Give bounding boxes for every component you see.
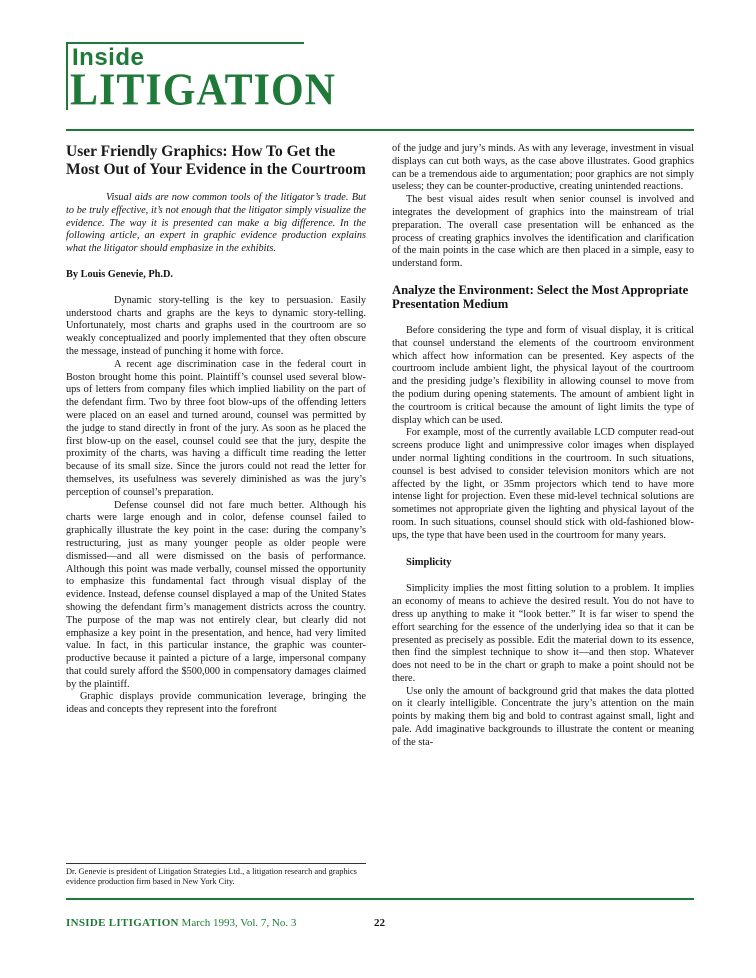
paragraph: For example, most of the currently available LCD computer read-out screens produce light and unimpressive color images when displayed under normal lighting conditions in the courtroom. In such situations, counsel is best advised to consider television monitors which are not affected by the light, or 35mm projectors which tend to have more intense light for projection. Even these mid-level technical solutions are sometimes not appropriate given the lighting and physical layout of the room. In such situations, counsel should stick with old-fashioned blow-ups, the type that have been used in the courtroom for many years. [392,427,694,541]
article-byline: By Louis Genevie, Ph.D. [66,268,173,280]
subsection-heading: Simplicity [406,556,452,568]
paragraph: Graphic displays provide communication leverage, bringing the ideas and concepts they represent into the forefront [66,691,366,716]
footer-publication-name: INSIDE LITIGATION [66,917,179,929]
footer-divider [66,898,694,900]
article-dek: Visual aids are now common tools of the litigator’s trade. But to be truly effective, it’s not enough that the litigator simply visualize the evidence. The way it is presented can make a big difference. In the following article, an expert in graphic evidence production explains what the litigator should emphasize in the exhibits. [66,192,366,255]
logo-word-litigation: LITIGATION [70,65,336,116]
article-headline: User Friendly Graphics: How To Get the Most Out of Your Evidence in the Courtroom [66,143,366,178]
right-column [392,143,694,750]
section-heading: Analyze the Environment: Select the Most Appropriate Presentation Medium [392,282,689,312]
paragraph: Dynamic story-telling is the key to persuasion. Easily understood charts and graphs are the keys to dynamic story-telling. Unfortunately, most charts and graphs used in the courtroom are so weakly conceptualized and poorly implemented that they often obscure the message, instead of punching it home with force. [66,294,366,357]
author-footnote: Dr. Genevie is president of Litigation Strategies Ltd., a litigation research and graphics evidence production firm based in New York City. [66,867,357,887]
logo-word-inside: Inside [72,44,145,71]
paragraph: Simplicity implies the most fitting solution to a problem. It implies an economy of means to achieve the desired result. You do not have to dress up anything to make it “look better.” It is far wiser to spend the effort searching for the essence of the underlying idea so that it can be presented as precisely as possible. Edit the material down to its essence, then find the simplest technique to show it—and then stop. Whatever does not need to be in the chart or graph to make a point should not be there. [392,583,694,684]
paragraph: Use only the amount of background grid that makes the data plotted on it clearly intelligible. Concentrate the jury’s attention on the main points by making them big and bold to contrast against small, light and pale. Add imaginative backgrounds to illustrate the content or meaning of the sta- [392,685,694,748]
paragraph: The best visual aides result when senior counsel is involved and integrates the development of graphics into the mainstream of trial preparation. The overall case presentation will be enhanced as the process of creating graphics involves the identification and clarification of the main points in the case which are then placed in a simple, easy to understand form. [392,194,694,270]
page-number: 22 [374,917,385,929]
left-column [66,143,366,717]
paragraph: Before considering the type and form of visual display, it is critical that counsel understand the elements of the courtroom environment which affect how information can be presented. Key aspects of the courtroom include ambient light, the physical layout of the courtroom and the presiding judge’s flexibility in allowing counsel to move from the podium during opening statements. The amount of ambient light in the courtroom is critical because the amount of light limits the type of display which can be used. [392,324,694,426]
paragraph: Defense counsel did not fare much better. Although his charts were large enough and in color, defense counsel failed to graphically illustrate the key point in the case: during the company’s restructuring, just as many younger people as older people were dismissed—and all were dismissed on the basis of performance. Although this point was made verbally, counsel missed the opportunity to emphasize this fundamental fact through visual display of the evidence. Instead, defense counsel displayed a map of the United States showing the defendant firm’s management districts across the country. The purpose of the map was not entirely clear, but clearly did not emphasize a key point in the presentation, and hence, had very limited value. In fact, in this particular instance, the graphic was counter-productive because it painted a picture of a large, impersonal company that could surely afford the $500,000 in compensatory damages claimed by the plaintiff. [66,499,366,690]
masthead-logo [66,42,336,116]
paragraph: A recent age discrimination case in the federal court in Boston brought home this point. Plaintiff’s counsel used several blow-ups of letters from company files which implied liability on the part of the defendant firm. Two by three foot blow-ups of the offending letters were placed on an easel and turned around, counsel was permitted by the judge to stand directly in front of the jury. As soon as he placed the first blow-up on the easel, counsel could see that the jury, despite the proximity of the charts, was having a difficult time reading the letter because of its small size. Since the jurors could not read the letter for themselves, its usefulness was severely diminished as was the jury’s perception of counsel’s preparation. [66,358,366,498]
footer-publication-line [66,917,296,929]
paragraph: of the judge and jury’s minds. As with any leverage, investment in visual displays can cut both ways, as the case above illustrates. Good graphics can be a tremendous aide to argumentation; poor graphics are not simply useless; they can be counter-productive, creating unintended reactions. [392,143,694,193]
footer-issue: March 1993, Vol. 7, No. 3 [181,917,297,929]
header-divider [66,129,694,131]
footnote-divider [66,863,366,864]
